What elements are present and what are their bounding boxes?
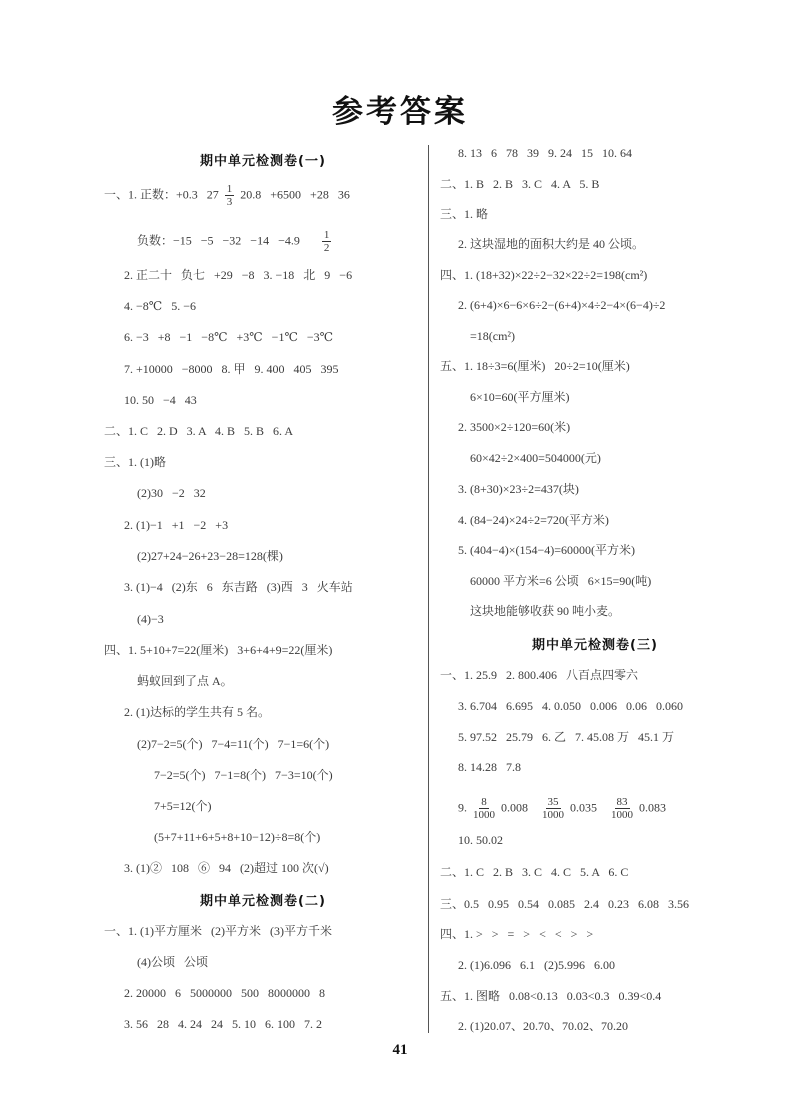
answer-text: 0.083	[639, 800, 666, 815]
denominator: 3	[226, 196, 233, 208]
numerator: 1	[323, 229, 330, 241]
denominator: 2	[323, 242, 330, 254]
answer-line: 二、1. C 2. D 3. A 4. B 5. B 6. A	[104, 424, 294, 438]
section-heading-1: 期中单元检测卷(一)	[200, 154, 326, 169]
answer-line: 三、1. (1)略	[104, 455, 166, 469]
fraction	[473, 796, 495, 821]
answer-line	[458, 796, 666, 821]
fraction	[225, 183, 235, 208]
answer-text: 20.8 +6500 +28 36	[240, 187, 350, 202]
answer-line: 2. (1)20.07、20.70、70.02、70.20	[458, 1019, 628, 1033]
answer-line: (4)公顷 公顷	[137, 955, 208, 969]
answer-line: 一、1. (1)平方厘米 (2)平方米 (3)平方千米	[104, 924, 332, 938]
answer-line: 10. 50 −4 43	[124, 393, 197, 407]
answer-line: 这块地能够收获 90 吨小麦。	[470, 604, 621, 618]
column-divider	[428, 145, 429, 1033]
answer-line: 2. (1)−1 +1 −2 +3	[124, 518, 229, 532]
answer-line: 蚂蚁回到了点 A。	[137, 674, 233, 688]
answer-line: 4. (84−24)×24÷2=720(平方米)	[458, 513, 609, 527]
answer-line: 7+5=12(个)	[154, 799, 212, 813]
section-heading-2: 期中单元检测卷(二)	[200, 894, 326, 909]
answer-line: 7−2=5(个) 7−1=8(个) 7−3=10(个)	[154, 768, 333, 782]
answer-line: 5. 97.52 25.79 6. 乙 7. 45.08 万 45.1 万	[458, 730, 675, 744]
answer-text: 0.035	[570, 800, 597, 815]
answer-line: 2. 20000 6 5000000 500 8000000 8	[124, 986, 325, 1000]
answer-line: 10. 50.02	[458, 833, 503, 847]
answer-line: 3. 6.704 6.695 4. 0.050 0.006 0.06 0.060	[458, 699, 683, 713]
answer-line: 2. (1)达标的学生共有 5 名。	[124, 705, 270, 719]
answer-line: 四、1. (18+32)×22÷2−32×22÷2=198(cm²)	[440, 268, 648, 282]
answer-line: 6. −3 +8 −1 −8℃ +3℃ −1℃ −3℃	[124, 330, 334, 344]
answer-line: 二、1. B 2. B 3. C 4. A 5. B	[440, 177, 600, 191]
numerator: 1	[226, 183, 233, 195]
answer-line	[104, 183, 350, 208]
fraction	[542, 796, 564, 821]
denominator: 1000	[473, 809, 495, 821]
answer-line: 3. 56 28 4. 24 24 5. 10 6. 100 7. 2	[124, 1017, 322, 1031]
answer-line: 8. 14.28 7.8	[458, 760, 521, 774]
answer-line: 2. (1)6.096 6.1 (2)5.996 6.00	[458, 958, 615, 972]
numerator: 8	[481, 796, 487, 808]
answer-line: 3. (8+30)×23÷2=437(块)	[458, 482, 579, 496]
answer-line: 四、1. 5+10+7=22(厘米) 3+6+4+9=22(厘米)	[104, 643, 333, 657]
answer-line: (5+7+11+6+5+8+10−12)÷8=8(个)	[154, 830, 321, 844]
answer-line: 三、0.5 0.95 0.54 0.085 2.4 0.23 6.08 3.56	[440, 897, 690, 911]
fraction	[611, 796, 633, 821]
answer-line	[137, 229, 337, 254]
answer-line: 五、1. 图略 0.08<0.13 0.03<0.3 0.39<0.4	[440, 989, 662, 1003]
answer-line: 三、1. 略	[440, 207, 489, 221]
answer-text: 负数：−15 −5 −32 −14 −4.9	[137, 233, 300, 248]
answer-line: 2. 这块湿地的面积大约是 40 公顷。	[458, 237, 645, 251]
answer-line: (2)27+24−26+23−28=128(棵)	[137, 549, 283, 563]
numerator: 83	[616, 796, 628, 808]
answer-line: 3. (1)② 108 ⑥ 94 (2)超过 100 次(√)	[124, 861, 329, 875]
answer-line: 60×42÷2×400=504000(元)	[470, 451, 601, 465]
answer-line: 四、1. > > = > < < > >	[440, 927, 594, 941]
answer-line: 8. 13 6 78 39 9. 24 15 10. 64	[458, 146, 632, 160]
answer-line: (4)−3	[137, 612, 164, 626]
numerator: 35	[547, 796, 559, 808]
section-heading-3: 期中单元检测卷(三)	[532, 638, 658, 653]
answer-line: 7. +10000 −8000 8. 甲 9. 400 405 395	[124, 362, 339, 376]
answer-line: 5. (404−4)×(154−4)=60000(平方米)	[458, 543, 636, 557]
page-number: 41	[392, 1042, 408, 1058]
denominator: 1000	[611, 809, 633, 821]
answer-line: 2. 3500×2÷120=60(米)	[458, 420, 571, 434]
answer-line: (2)7−2=5(个) 7−4=11(个) 7−1=6(个)	[137, 737, 330, 751]
answer-line: 4. −8℃ 5. −6	[124, 299, 196, 313]
answer-line: 2. (6+4)×6−6×6÷2−(6+4)×4÷2−4×(6−4)÷2	[458, 298, 666, 312]
answer-line: =18(cm²)	[470, 329, 516, 343]
answer-line: 60000 平方米=6 公顷 6×15=90(吨)	[470, 574, 652, 588]
answer-line: 一、1. 25.9 2. 800.406 八百点四零六	[440, 668, 639, 682]
answer-line: 二、1. C 2. B 3. C 4. C 5. A 6. C	[440, 865, 629, 879]
answer-line: 2. 正二十 负七 +29 −8 3. −18 北 9 −6	[124, 268, 353, 282]
denominator: 1000	[542, 809, 564, 821]
page-title: 参考答案	[332, 94, 468, 130]
answer-line: (2)30 −2 32	[137, 486, 206, 500]
answer-text: 9.	[458, 800, 467, 815]
answer-line: 五、1. 18÷3=6(厘米) 20÷2=10(厘米)	[440, 359, 630, 373]
answer-text: 一、1. 正数：+0.3 27	[104, 187, 219, 202]
answer-line: 3. (1)−4 (2)东 6 东吉路 (3)西 3 火车站	[124, 580, 353, 594]
answer-text: 0.008	[501, 800, 528, 815]
answer-line: 6×10=60(平方厘米)	[470, 390, 570, 404]
fraction	[322, 229, 332, 254]
